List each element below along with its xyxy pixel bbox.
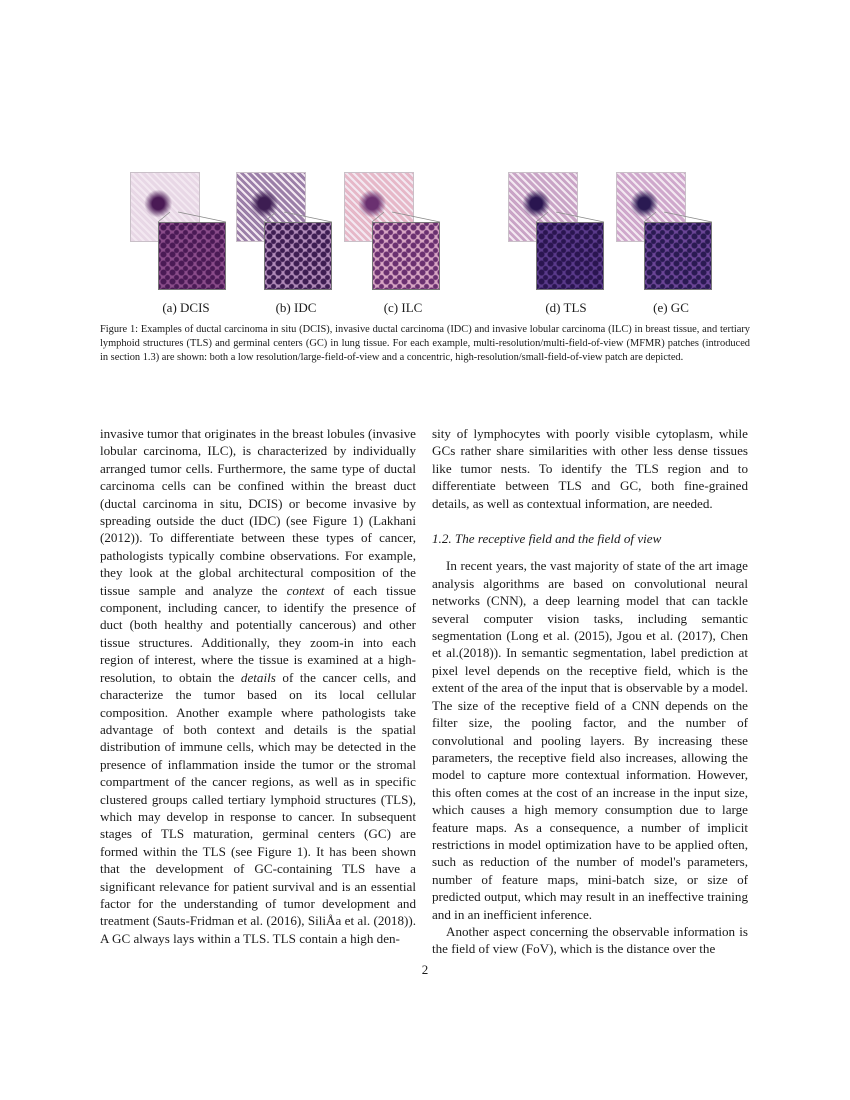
subcaption-gc: (e) GC bbox=[653, 300, 689, 315]
paragraph: Another aspect concerning the observable information is the field of view (FoV), which is the distance over the bbox=[432, 923, 748, 957]
page-number: 2 bbox=[421, 962, 429, 977]
text-run: of each tissue component, including cancer, to identify the presence of duct (both healthy and potentially cancerous) and other tissue structures. Additionally, they zoom-in into each region of interest, where the tissue is examined at a high-resolution, to obtain the bbox=[100, 582, 416, 685]
paragraph bbox=[100, 425, 416, 947]
paragraph: sity of lymphocytes with poorly visible cytoplasm, while GCs rather share similarities with other less dense tissues like tumor nests. To identify the TLS region and to differentiate between TLS and GC, both fine-grained details, as well as contextual information, are needed. bbox=[432, 426, 748, 511]
text-column-left bbox=[100, 425, 416, 947]
figure-panel-ilc bbox=[344, 172, 484, 292]
figure-1 bbox=[0, 172, 850, 292]
high-res-patch bbox=[264, 222, 332, 290]
subcaption-idc: (b) IDC bbox=[275, 300, 317, 315]
emphasis: details bbox=[240, 669, 276, 685]
subcaption-dcis: (a) DCIS bbox=[162, 300, 210, 315]
high-res-patch bbox=[372, 222, 440, 290]
figure-caption: Figure 1: Examples of ductal carcinoma in situ (DCIS), invasive ductal carcinoma (IDC) and invasive lobular carcinoma (ILC) in breast tissue, and tertiary lymphoid structures (TLS) and germinal centers (GC) in lung tissue. For each example, multi-resolution/multi-field-of-view (MFMR) patches (introduced in section 1.3) are shown: both a low resolution/large-field-of-view and a concentric, high-resolution/small-field-of-view patch are depicted. bbox=[100, 324, 750, 363]
high-res-patch bbox=[158, 222, 226, 290]
emphasis: context bbox=[286, 582, 325, 598]
subcaption-tls: (d) TLS bbox=[545, 300, 587, 315]
high-res-patch bbox=[644, 222, 712, 290]
figure-panel-gc bbox=[616, 172, 756, 292]
paragraph: In recent years, the vast majority of state of the art image analysis algorithms are based on convolutional neural networks (CNN), a deep learning model that can tackle several computer vision tasks, including semantic segmentation (Long et al. (2015), Jgou et al. (2017), Chen et al.(2018)). In semantic segmentation, label prediction at pixel level depends on the receptive field, which is the extent of the area of the input that is observable by a model. The size of the receptive field of a CNN depends on the filter size, the pooling factor, and the number of convolutional and pooling layers. By increasing these parameters, the receptive field also increases, allowing the model to capture more contextual information. However, this often comes at the cost of an increase in the input size, which causes a high memory consumption due to large feature maps. As a consequence, a number of implicit restrictions in model optimization have to be applied often, such as reduction of the number of model's parameters, number of feature maps, mini-batch size, or size of predicted output, which may result in an ineffective training and in an inefficient inference. bbox=[432, 558, 748, 922]
text-run: of the cancer cells, and characterize the tumor based on its local cellular composition. Another example where pathologists take advantage of both context and details is the spatial distribution of immune cells, which may be detected in the presence of inflammation inside the tumor or the stromal compartment of the cancer regions, as well as in specific clustered groups called tertiary lymphoid structures (TLS), which may develop in response to cancer. In subsequent stages of TLS maturation, germinal centers (GC) are formed within the TLS (see Figure 1). It has been shown that the development of GC-containing TLS have a significant relevance for patient survival and is an essential factor for the understanding of tumor development and treatment (Sauts-Fridman et al. (2016), SiliÅa et al. (2018)). A GC always lays within a TLS. TLS contain a high den- bbox=[100, 669, 416, 946]
text-column-right bbox=[432, 425, 748, 958]
high-res-patch bbox=[536, 222, 604, 290]
text-run: invasive tumor that originates in the breast lobules (invasive lobular carcinoma, ILC), is characterized by individually arranged tumor cells. Furthermore, the same type of ductal carcinoma cells can be confined within the breast duct (ductal carcinoma in situ, DCIS) or become invasive by spreading outside the duct (IDC) (see Figure 1) (Lakhani (2012)). To differentiate between these types of cancer, pathologists typically combine observations. For example, they look at the global architectural composition of the tissue sample and analyze the bbox=[100, 426, 416, 598]
subcaption-ilc: (c) ILC bbox=[383, 300, 423, 315]
section-heading: 1.2. The receptive field and the field of view bbox=[432, 531, 662, 547]
